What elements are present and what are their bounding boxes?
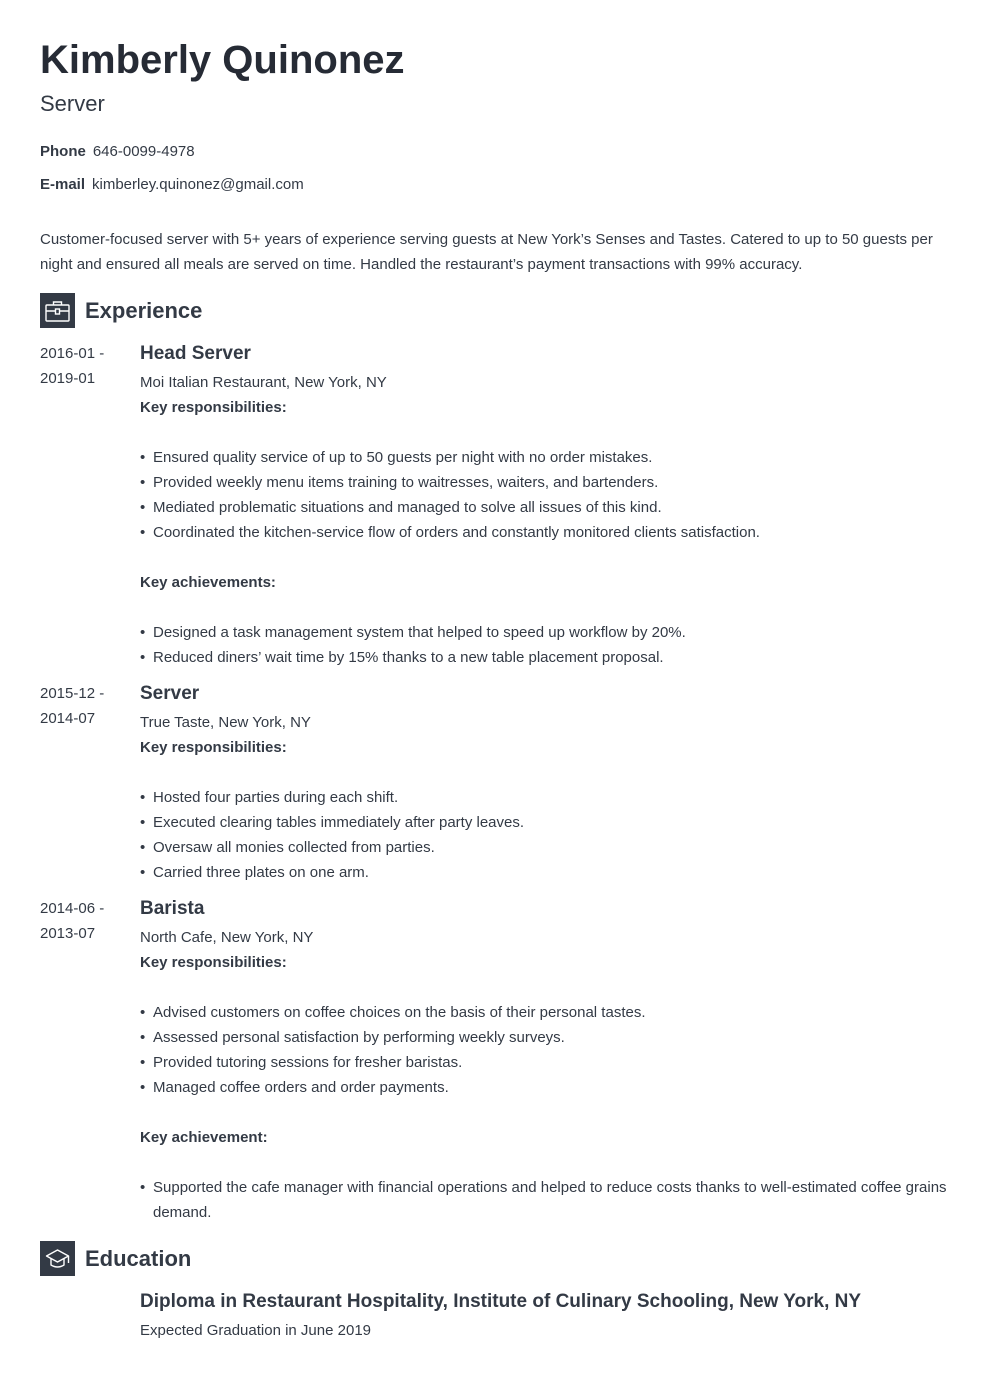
email-label: E-mail	[40, 176, 86, 193]
list-item: • Provided weekly menu items training to waitresses, waiters, and bartenders.	[140, 470, 950, 495]
job-details	[140, 896, 950, 1225]
date-start: 2014-06 -	[40, 900, 105, 917]
job-employer: North Cafe, New York, NY	[140, 929, 314, 946]
achievements-label: Key achievements:	[140, 574, 276, 591]
responsibilities-label: Key responsibilities:	[140, 739, 287, 756]
job-role: Head Server	[140, 343, 251, 364]
graduation-date: Expected Graduation in June 2019	[140, 1322, 371, 1339]
job-title: Server	[40, 91, 105, 116]
responsibilities-label: Key responsibilities:	[140, 399, 287, 416]
date-end: 2014-07	[40, 710, 96, 727]
job-details	[140, 681, 950, 885]
graduation-cap-icon	[40, 1241, 75, 1276]
list-item: • Carried three plates on one arm.	[140, 860, 950, 885]
list-item: • Coordinated the kitchen-service flow of orders and constantly monitored clients satisfaction.	[140, 520, 950, 545]
profile-summary: Customer-focused server with 5+ years of experience serving guests at New York’s Senses and Tastes. Catered to up to 50 guests per night and ensured all meals are served on time. Handled the restaurant’s payment transactions with 99% accuracy.	[40, 231, 933, 273]
responsibilities-label: Key responsibilities:	[140, 954, 287, 971]
list-item: • Reduced diners’ wait time by 15% thanks to a new table placement proposal.	[140, 645, 950, 670]
contact-email	[40, 175, 304, 195]
list-item: • Managed coffee orders and order payments.	[140, 1075, 950, 1100]
job-role: Server	[140, 683, 200, 704]
degree: Diploma in Restaurant Hospitality, Institute of Culinary Schooling, New York, NY	[140, 1291, 862, 1312]
date-start: 2016-01 -	[40, 345, 105, 362]
list-item: • Ensured quality service of up to 50 guests per night with no order mistakes.	[140, 445, 950, 470]
responsibilities-list	[140, 445, 950, 545]
briefcase-icon	[40, 293, 75, 328]
phone-label: Phone	[40, 143, 86, 160]
experience-section-header	[40, 293, 202, 328]
education-heading: Education	[85, 1245, 192, 1271]
education-section-header	[40, 1241, 191, 1276]
date-start: 2015-12 -	[40, 685, 105, 702]
job-dates	[40, 681, 130, 731]
experience-heading: Experience	[85, 297, 203, 323]
job-dates	[40, 341, 130, 391]
responsibilities-list	[140, 1000, 950, 1100]
job-employer: True Taste, New York, NY	[140, 714, 311, 731]
list-item: • Supported the cafe manager with financial operations and helped to reduce costs thanks to well-estimated coffee grains demand.	[140, 1175, 950, 1225]
job-details	[140, 341, 950, 670]
achievements-list	[140, 620, 950, 670]
list-item: • Designed a task management system that helped to speed up workflow by 20%.	[140, 620, 950, 645]
phone-value: 646-0099-4978	[92, 143, 195, 160]
achievements-label: Key achievement:	[140, 1129, 268, 1146]
responsibilities-list	[140, 785, 950, 885]
email-value: kimberley.quinonez@gmail.com	[92, 176, 304, 193]
list-item: • Hosted four parties during each shift.	[140, 785, 950, 810]
date-end: 2013-07	[40, 925, 96, 942]
education-entry	[140, 1289, 950, 1343]
job-dates	[40, 896, 130, 946]
contact-phone	[40, 142, 195, 162]
list-item: • Executed clearing tables immediately after party leaves.	[140, 810, 950, 835]
list-item: • Provided tutoring sessions for fresher baristas.	[140, 1050, 950, 1075]
job-employer: Moi Italian Restaurant, New York, NY	[140, 374, 387, 391]
candidate-name: Kimberly Quinonez	[40, 38, 405, 82]
list-item: • Oversaw all monies collected from parties.	[140, 835, 950, 860]
list-item: • Mediated problematic situations and managed to solve all issues of this kind.	[140, 495, 950, 520]
list-item: • Assessed personal satisfaction by performing weekly surveys.	[140, 1025, 950, 1050]
job-role: Barista	[140, 898, 205, 919]
list-item: • Advised customers on coffee choices on the basis of their personal tastes.	[140, 1000, 950, 1025]
achievements-list	[140, 1175, 950, 1225]
date-end: 2019-01	[40, 370, 96, 387]
